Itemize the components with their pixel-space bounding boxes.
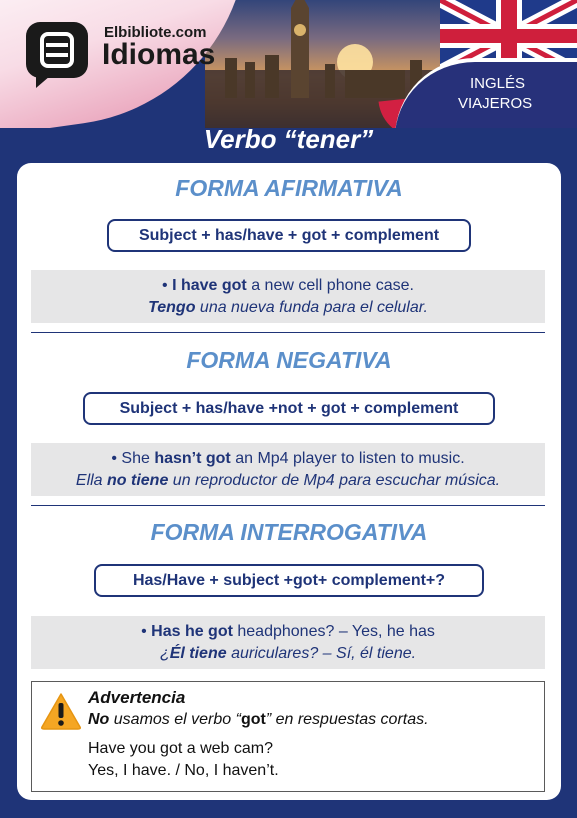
example-negative xyxy=(31,443,545,496)
example-english: • She hasn’t got an Mp4 player to listen to music. xyxy=(111,450,465,467)
warning-text: No usamos el verbo “got” en respuestas cortas. xyxy=(88,711,429,728)
warning-box xyxy=(31,681,545,792)
section-divider xyxy=(31,332,545,333)
page-title: Verbo “tener” xyxy=(203,124,374,154)
section-title-affirmative: FORMA AFIRMATIVA xyxy=(175,175,403,201)
tag-audience: VIAJEROS xyxy=(458,95,533,112)
example-affirmative xyxy=(31,270,545,323)
formula-negative: Subject + has/have +not + got + complement xyxy=(83,392,495,425)
example-english: • I have got a new cell phone case. xyxy=(162,277,414,294)
example-spanish: Ella no tiene un reproductor de Mp4 para escuchar música. xyxy=(75,472,501,489)
content-card xyxy=(17,163,561,800)
elbibliote-logo-icon xyxy=(22,18,92,88)
formula-affirmative: Subject + has/have + got + complement xyxy=(107,219,471,252)
warning-icon xyxy=(40,692,82,730)
example-interrogative xyxy=(31,616,545,669)
section-title-negative: FORMA NEGATIVA xyxy=(186,347,392,373)
tag-language: INGLÉS xyxy=(470,75,526,92)
example-spanish: ¿Él tiene auriculares? – Sí, él tiene. xyxy=(159,645,417,662)
example-english: • Has he got headphones? – Yes, he has xyxy=(141,623,435,640)
formula-interrogative: Has/Have + subject +got+ complement+? xyxy=(94,564,484,597)
brand-name: Elbibliote.com xyxy=(104,24,207,41)
warning-example-answer: Yes, I have. / No, I haven’t. xyxy=(88,762,279,779)
example-spanish: Tengo una nueva funda para el celular. xyxy=(148,299,428,316)
brand-subtitle: Idiomas xyxy=(102,38,216,71)
section-title-interrogative: FORMA INTERROGATIVA xyxy=(150,519,428,545)
header-banner xyxy=(0,0,577,128)
warning-example-question: Have you got a web cam? xyxy=(88,740,273,757)
warning-title: Advertencia xyxy=(88,688,186,707)
section-divider xyxy=(31,505,545,506)
